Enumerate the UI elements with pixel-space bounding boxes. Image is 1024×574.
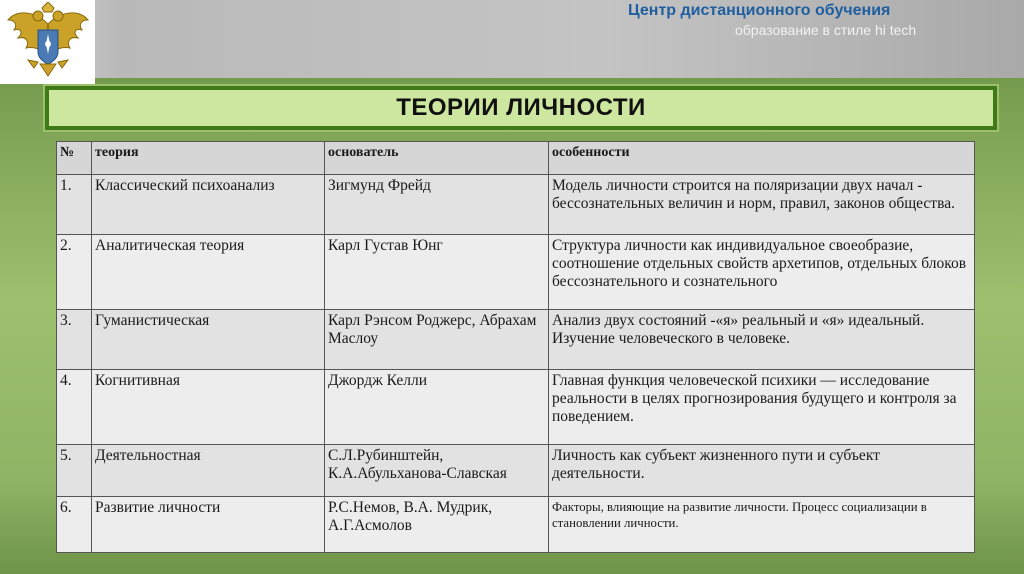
- cell-features: Анализ двух состояний -«я» реальный и «я» идеальный. Изучение человеческого в человеке.: [549, 310, 975, 370]
- cell-founder: Зигмунд Фрейд: [325, 175, 549, 235]
- tagline: образование в стиле hi tech: [735, 22, 917, 38]
- column-header-number: №: [57, 142, 92, 175]
- cell-number: 3.: [57, 310, 92, 370]
- logo-panel: [0, 0, 95, 84]
- table-row: [57, 370, 975, 445]
- cell-features: Факторы, влияющие на развитие личности. Процесс социализации в становлении личности.: [549, 497, 975, 553]
- cell-founder: Карл Густав Юнг: [325, 235, 549, 310]
- table-row: [57, 235, 975, 310]
- cell-number: 6.: [57, 497, 92, 553]
- org-name: Центр дистанционного обучения: [628, 2, 891, 19]
- table-row: [57, 497, 975, 553]
- table-row: [57, 175, 975, 235]
- cell-number: 5.: [57, 445, 92, 497]
- cell-number: 2.: [57, 235, 92, 310]
- cell-founder: С.Л.Рубинштейн, К.А.Абульханова-Славская: [325, 445, 549, 497]
- cell-theory: Когнитивная: [92, 370, 325, 445]
- column-header-features: особенности: [549, 142, 975, 175]
- cell-theory: Классический психоанализ: [92, 175, 325, 235]
- table-row: [57, 445, 975, 497]
- cell-features: Личность как субъект жизненного пути и субъект деятельности.: [549, 445, 975, 497]
- table-header-row: [57, 142, 975, 175]
- column-header-theory: теория: [92, 142, 325, 175]
- cell-features: Модель личности строится на поляризации двух начал - бессознательных величин и норм, правил, законов общества.: [549, 175, 975, 235]
- title-box: [45, 86, 997, 130]
- cell-features: Главная функция человеческой психики — исследование реальности в целях прогнозирования будущего и контроля за поведением.: [549, 370, 975, 445]
- cell-founder: Джордж Келли: [325, 370, 549, 445]
- page-title: ТЕОРИИ ЛИЧНОСТИ: [396, 94, 646, 121]
- table-row: [57, 310, 975, 370]
- cell-theory: Аналитическая теория: [92, 235, 325, 310]
- cell-theory: Гуманистическая: [92, 310, 325, 370]
- cell-theory: Деятельностная: [92, 445, 325, 497]
- cell-founder: Карл Рэнсом Роджерс, Абрахам Маслоу: [325, 310, 549, 370]
- cell-features: Структура личности как индивидуальное своеобразие, соотношение отдельных свойств архетипов, отдельных блоков бессознательного и сознательного: [549, 235, 975, 310]
- cell-number: 1.: [57, 175, 92, 235]
- column-header-founder: основатель: [325, 142, 549, 175]
- cell-founder: Р.С.Немов, В.А. Мудрик, А.Г.Асмолов: [325, 497, 549, 553]
- theories-table: [56, 141, 975, 553]
- double-headed-eagle-emblem-icon: [4, 2, 92, 80]
- cell-number: 4.: [57, 370, 92, 445]
- cell-theory: Развитие личности: [92, 497, 325, 553]
